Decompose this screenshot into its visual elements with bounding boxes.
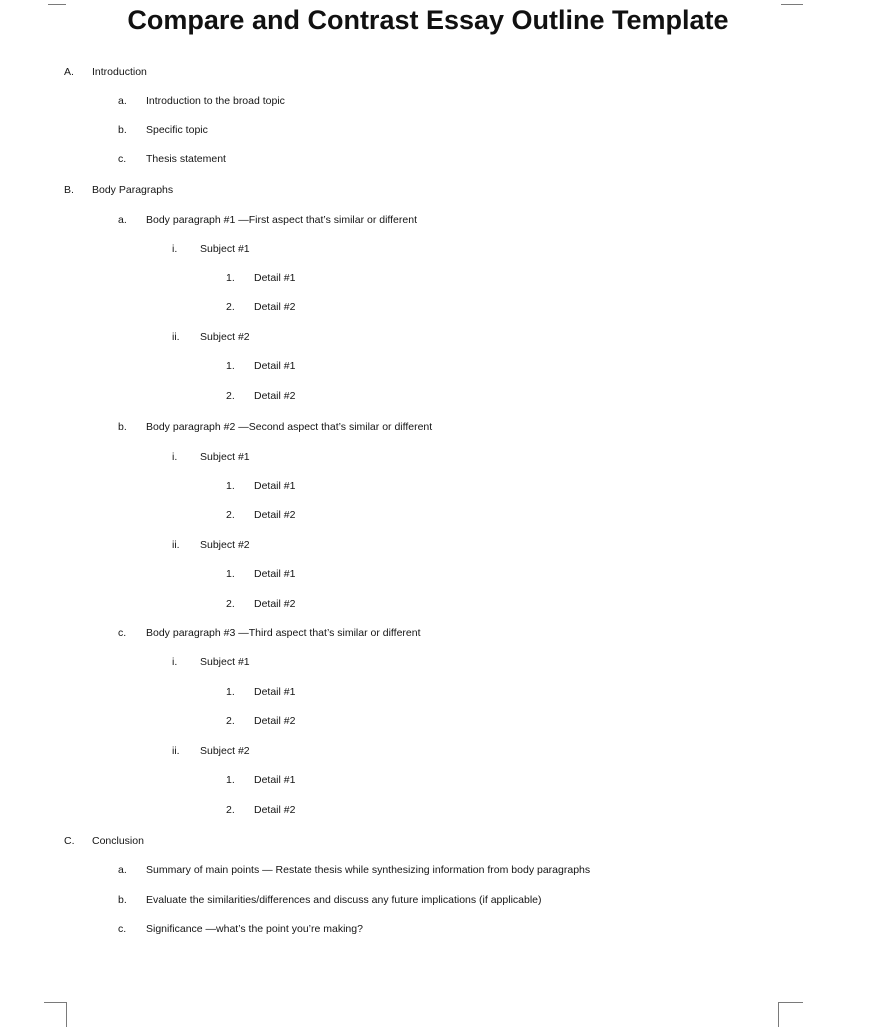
detail-item bbox=[226, 477, 295, 495]
section-introduction bbox=[64, 63, 147, 81]
item-marker: b. bbox=[118, 894, 127, 906]
item-text: Introduction to the broad topic bbox=[146, 95, 285, 107]
detail-text: Detail #2 bbox=[254, 509, 296, 521]
subject-item bbox=[172, 448, 250, 466]
detail-marker: 2. bbox=[226, 715, 235, 727]
detail-text: Detail #1 bbox=[254, 480, 296, 492]
detail-marker: 2. bbox=[226, 804, 235, 816]
list-item bbox=[118, 92, 285, 110]
item-text: Body paragraph #3 —Third aspect that’s similar or different bbox=[146, 627, 421, 639]
subject-text: Subject #2 bbox=[200, 331, 250, 343]
detail-item bbox=[226, 771, 295, 789]
detail-text: Detail #1 bbox=[254, 360, 296, 372]
detail-item bbox=[226, 565, 295, 583]
item-marker: a. bbox=[118, 95, 127, 107]
list-item bbox=[118, 861, 590, 879]
crop-mark-bottom-left bbox=[44, 1002, 67, 1027]
detail-item bbox=[226, 357, 295, 375]
section-marker: B. bbox=[64, 184, 74, 196]
detail-marker: 1. bbox=[226, 480, 235, 492]
section-label: Conclusion bbox=[92, 835, 144, 847]
item-marker: c. bbox=[118, 923, 127, 935]
detail-text: Detail #2 bbox=[254, 715, 296, 727]
detail-text: Detail #2 bbox=[254, 598, 296, 610]
item-text: Body paragraph #1 —First aspect that’s similar or different bbox=[146, 214, 417, 226]
detail-marker: 2. bbox=[226, 301, 235, 313]
subject-text: Subject #1 bbox=[200, 451, 250, 463]
detail-item bbox=[226, 595, 295, 613]
crop-mark-bottom-right bbox=[778, 1002, 803, 1027]
item-marker: a. bbox=[118, 214, 127, 226]
detail-item bbox=[226, 387, 295, 405]
subject-text: Subject #1 bbox=[200, 656, 250, 668]
subject-marker: ii. bbox=[172, 331, 180, 343]
body-paragraph-3 bbox=[118, 624, 421, 642]
subject-marker: ii. bbox=[172, 539, 180, 551]
item-marker: c. bbox=[118, 153, 127, 165]
detail-text: Detail #1 bbox=[254, 272, 296, 284]
list-item bbox=[118, 150, 226, 168]
detail-text: Detail #1 bbox=[254, 774, 296, 786]
detail-item bbox=[226, 298, 295, 316]
section-marker: A. bbox=[64, 66, 74, 78]
detail-marker: 2. bbox=[226, 390, 235, 402]
section-marker: C. bbox=[64, 835, 75, 847]
subject-item bbox=[172, 536, 250, 554]
section-label: Body Paragraphs bbox=[92, 184, 174, 196]
body-paragraph-2 bbox=[118, 418, 432, 436]
section-body-paragraphs bbox=[64, 181, 173, 199]
list-item bbox=[118, 891, 542, 909]
list-item bbox=[118, 121, 208, 139]
subject-text: Subject #2 bbox=[200, 539, 250, 551]
subject-item bbox=[172, 653, 250, 671]
subject-text: Subject #2 bbox=[200, 745, 250, 757]
subject-marker: i. bbox=[172, 243, 178, 255]
detail-item bbox=[226, 269, 295, 287]
item-marker: b. bbox=[118, 124, 127, 136]
item-marker: a. bbox=[118, 864, 127, 876]
subject-marker: ii. bbox=[172, 745, 180, 757]
subject-item bbox=[172, 742, 250, 760]
section-conclusion bbox=[64, 832, 144, 850]
detail-marker: 2. bbox=[226, 509, 235, 521]
detail-text: Detail #2 bbox=[254, 390, 296, 402]
detail-text: Detail #2 bbox=[254, 804, 296, 816]
subject-text: Subject #1 bbox=[200, 243, 250, 255]
item-text: Evaluate the similarities/differences and discuss any future implications (if applicable) bbox=[146, 894, 542, 906]
item-text: Thesis statement bbox=[146, 153, 226, 165]
detail-item bbox=[226, 712, 295, 730]
body-paragraph-1 bbox=[118, 211, 417, 229]
item-marker: b. bbox=[118, 421, 127, 433]
detail-text: Detail #1 bbox=[254, 568, 296, 580]
detail-text: Detail #1 bbox=[254, 686, 296, 698]
subject-marker: i. bbox=[172, 451, 178, 463]
subject-item bbox=[172, 328, 250, 346]
detail-item bbox=[226, 801, 295, 819]
list-item bbox=[118, 920, 363, 938]
subject-item bbox=[172, 240, 250, 258]
item-text: Body paragraph #2 —Second aspect that’s similar or different bbox=[146, 421, 433, 433]
document-title: Compare and Contrast Essay Outline Template bbox=[127, 5, 729, 35]
detail-marker: 2. bbox=[226, 598, 235, 610]
detail-item bbox=[226, 683, 295, 701]
item-text: Significance —what’s the point you’re making? bbox=[146, 923, 363, 935]
item-marker: c. bbox=[118, 627, 127, 639]
item-text: Specific topic bbox=[146, 124, 208, 136]
detail-marker: 1. bbox=[226, 774, 235, 786]
subject-marker: i. bbox=[172, 656, 178, 668]
detail-item bbox=[226, 506, 295, 524]
section-label: Introduction bbox=[92, 66, 147, 78]
detail-marker: 1. bbox=[226, 568, 235, 580]
detail-marker: 1. bbox=[226, 360, 235, 372]
item-text: Summary of main points — Restate thesis while synthesizing information from body paragraphs bbox=[146, 864, 591, 876]
detail-text: Detail #2 bbox=[254, 301, 296, 313]
detail-marker: 1. bbox=[226, 272, 235, 284]
detail-marker: 1. bbox=[226, 686, 235, 698]
